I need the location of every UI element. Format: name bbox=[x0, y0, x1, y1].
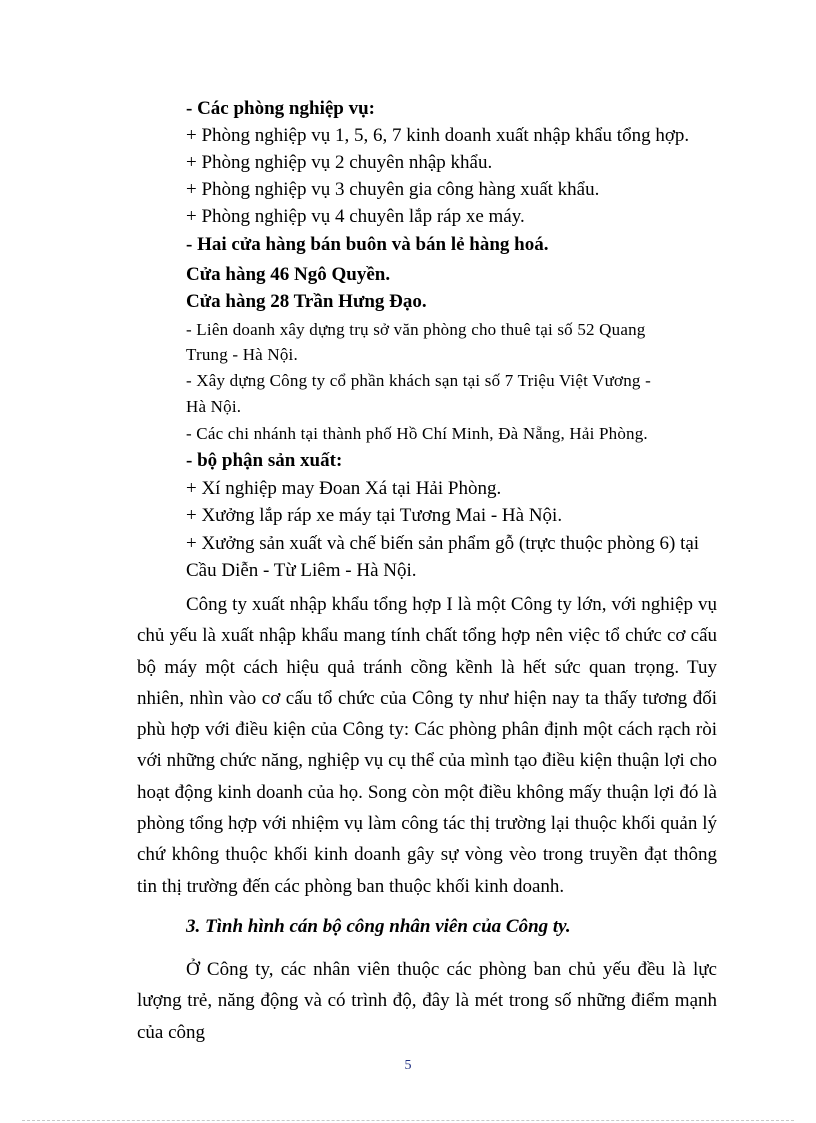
page-divider bbox=[22, 1120, 794, 1121]
list-item: Cầu Diễn - Từ Liêm - Hà Nội. bbox=[186, 560, 417, 581]
body-paragraph bbox=[137, 954, 717, 1048]
list-item: - Liên doanh xây dựng trụ sở văn phòng cho thuê tại số 52 Quang bbox=[186, 320, 646, 339]
list-item: - Các chi nhánh tại thành phố Hồ Chí Minh, Đà Nẵng, Hải Phòng. bbox=[186, 424, 648, 443]
list-item: + Xưởng lắp ráp xe máy tại Tương Mai - Hà Nội. bbox=[186, 505, 563, 526]
list-heading-stores: - Hai cửa hàng bán buôn và bán lẻ hàng hoá. bbox=[186, 234, 549, 255]
list-item: + Phòng nghiệp vụ 1, 5, 6, 7 kinh doanh xuất nhập khẩu tổng hợp. bbox=[186, 125, 690, 146]
list-item: Cửa hàng 28 Trần Hưng Đạo. bbox=[186, 291, 427, 312]
list-item: + Phòng nghiệp vụ 4 chuyên lắp ráp xe máy. bbox=[186, 206, 525, 227]
list-item: + Xưởng sản xuất và chế biến sản phẩm gỗ (trực thuộc phòng 6) tại bbox=[186, 533, 700, 554]
paragraph-text: Công ty xuất nhập khẩu tổng hợp I là một Công ty lớn, với nghiệp vụ chủ yếu là xuất nhập khẩu mang tính chất tổng hợp nên việc tổ chức cơ cấu bộ máy một cách hiệu quả tránh cồng kềnh là hết sức quan trọng. Tuy nhiên, nhìn vào cơ cấu tổ chức của Công ty như hiện nay ta thấy tương đối phù hợp với điều kiện của Công ty: Các phòng phân định một cách rạch ròi với những chức năng, nghiệp vụ cụ thể của mình tạo điều kiện thuận lợi cho hoạt động kinh doanh của họ. Song còn một điều không mấy thuận lợi đó là phòng tổng hợp với nhiệm vụ làm công tác thị trường lại thuộc khối quản lý chứ không thuộc khối kinh doanh gây sự vòng vèo trong truyền đạt thông tin thị trường đến các phòng ban thuộc khối kinh doanh. bbox=[137, 594, 717, 897]
body-paragraph bbox=[137, 589, 717, 902]
list-item: + Phòng nghiệp vụ 2 chuyên nhập khẩu. bbox=[186, 152, 493, 173]
list-item: - Xây dựng Công ty cổ phần khách sạn tại số 7 Triệu Việt Vương - bbox=[186, 371, 651, 390]
paragraph-text: Ở Công ty, các nhân viên thuộc các phòng ban chủ yếu đều là lực lượng trẻ, năng động và có trình độ, đây là mét trong số những điểm mạnh của công bbox=[137, 959, 717, 1043]
list-item: Cửa hàng 46 Ngô Quyền. bbox=[186, 264, 391, 285]
list-item: Hà Nội. bbox=[186, 397, 242, 416]
page-number: 5 bbox=[404, 1058, 412, 1073]
list-item: Trung - Hà Nội. bbox=[186, 345, 298, 364]
list-item: + Phòng nghiệp vụ 3 chuyên gia công hàng xuất khẩu. bbox=[186, 179, 600, 200]
section-heading: 3. Tình hình cán bộ công nhân viên của Công ty. bbox=[186, 916, 571, 937]
list-heading-production: - bộ phận sản xuất: bbox=[186, 450, 343, 471]
list-item: + Xí nghiệp may Đoan Xá tại Hải Phòng. bbox=[186, 478, 502, 499]
list-heading-departments: - Các phòng nghiệp vụ: bbox=[186, 98, 375, 119]
